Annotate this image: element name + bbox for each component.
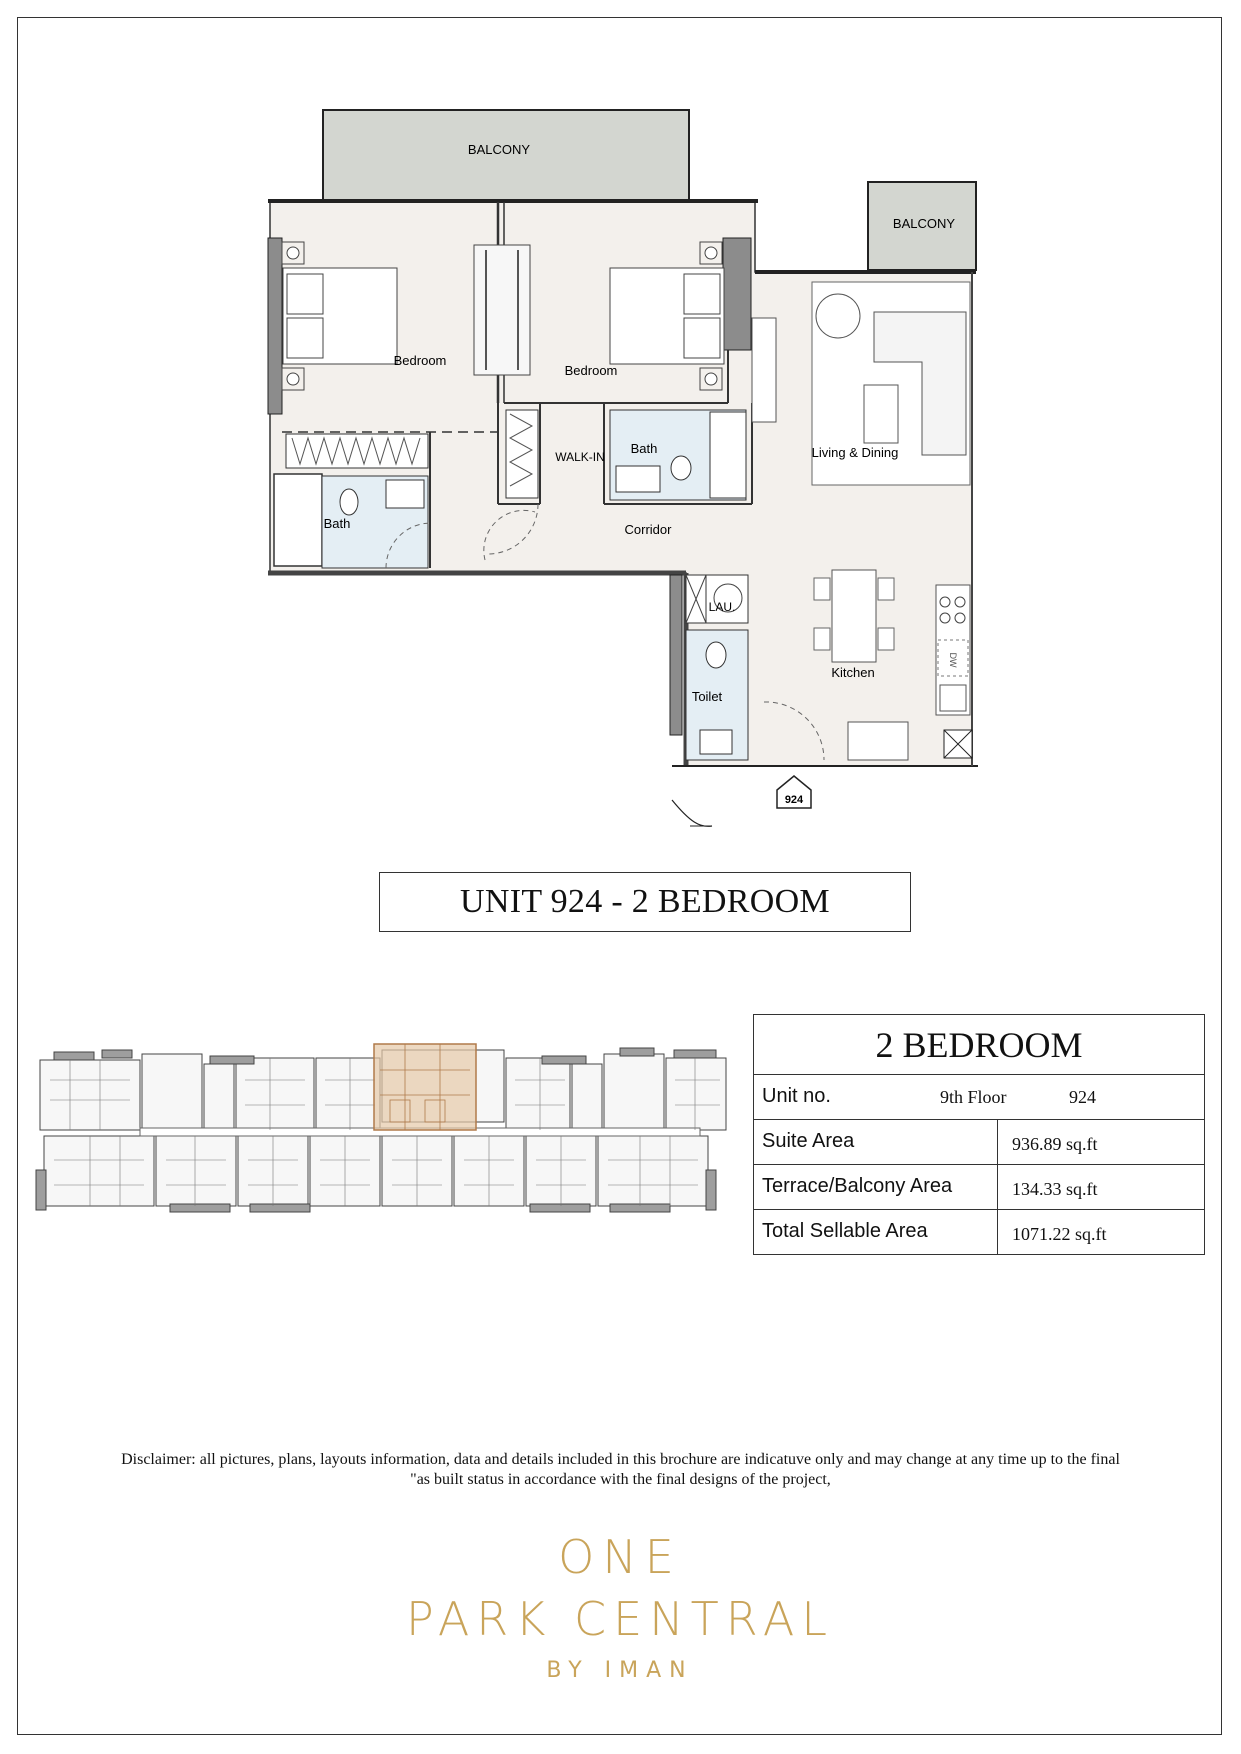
- toilet-label: Toilet: [691, 689, 723, 704]
- floor-value: 9th Floor: [940, 1087, 1007, 1107]
- balcony-area-label: Terrace/Balcony Area: [762, 1175, 953, 1197]
- balcony-area-value: 134.33 sq.ft: [1012, 1179, 1098, 1199]
- bath-2-label: Bath: [630, 441, 658, 456]
- unit-no-row: [754, 1075, 1204, 1120]
- info-table-heading: 2 BEDROOM: [754, 1015, 1204, 1075]
- unit-no-value: 924: [1069, 1087, 1096, 1107]
- suite-area-label: Suite Area: [762, 1130, 855, 1152]
- balcony-area-row: [754, 1165, 1204, 1210]
- disclaimer-line-2: "as built status in accordance with the final designs of the project,: [410, 1471, 831, 1488]
- walk-in-label: WALK-IN: [555, 450, 605, 464]
- bath-1-label: Bath: [323, 516, 351, 531]
- disclaimer: [60, 1450, 1181, 1490]
- logo-line-by-iman: BY IMAN: [546, 1658, 694, 1683]
- unit-no-label: Unit no.: [762, 1085, 831, 1107]
- balcony-top-label: BALCONY: [467, 142, 531, 157]
- logo-line-park-central: PARK CENTRAL: [406, 1592, 834, 1646]
- laundry-label: LAU.: [708, 600, 736, 614]
- unit-tag-label: 924: [784, 794, 804, 806]
- suite-area-row: [754, 1120, 1204, 1165]
- disclaimer-line-1: Disclaimer: all pictures, plans, layouts information, data and details included in this brochure are indicatuve only and may change at any time up to the final: [121, 1451, 1120, 1468]
- brand-logo: [370, 1530, 870, 1683]
- logo-line-one: ONE: [558, 1530, 682, 1584]
- building-key-plan: [30, 1040, 730, 1220]
- unit-floor-plan: [0, 0, 1241, 860]
- balcony-right-label: BALCONY: [892, 216, 956, 231]
- total-area-value: 1071.22 sq.ft: [1012, 1224, 1107, 1244]
- kitchen-label: Kitchen: [831, 665, 875, 680]
- corridor-label: Corridor: [624, 522, 672, 537]
- living-dining-label: Living & Dining: [811, 445, 899, 460]
- bedroom-2-label: Bedroom: [564, 363, 618, 378]
- dishwasher-label: DW: [948, 652, 958, 668]
- bedroom-1-label: Bedroom: [393, 353, 447, 368]
- unit-title: UNIT 924 - 2 BEDROOM: [379, 872, 911, 932]
- unit-info-table: [753, 1014, 1205, 1255]
- total-area-row: [754, 1210, 1204, 1254]
- total-area-label: Total Sellable Area: [762, 1220, 928, 1242]
- suite-area-value: 936.89 sq.ft: [1012, 1134, 1098, 1154]
